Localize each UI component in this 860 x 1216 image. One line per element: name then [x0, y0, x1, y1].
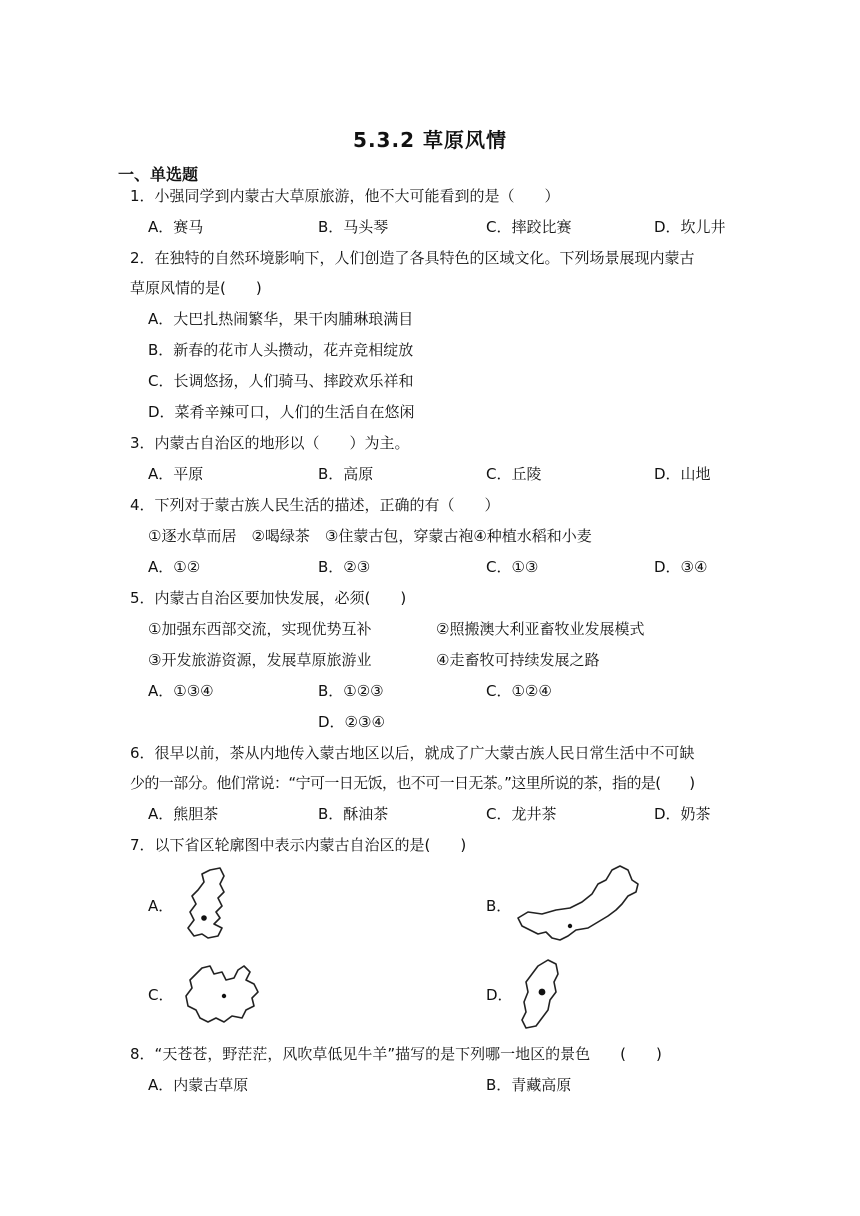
q4-option-c[interactable]: C．①③: [486, 558, 539, 576]
q4-option-b[interactable]: B．②③: [318, 558, 371, 576]
q3-option-c[interactable]: C．丘陵: [486, 465, 542, 483]
q1-option-c[interactable]: C．摔跤比赛: [486, 218, 572, 236]
q4-option-a[interactable]: A．①②: [148, 558, 201, 576]
q1-option-d[interactable]: D．坎儿井: [654, 218, 726, 236]
q6-option-b[interactable]: B．酥油茶: [318, 805, 389, 823]
q4-option-d[interactable]: D．③④: [654, 558, 708, 576]
q3-option-a[interactable]: A．平原: [148, 465, 204, 483]
q2-option-a[interactable]: A．大巴扎热闹繁华，果干肉脯琳琅满目: [148, 310, 414, 328]
q5-statement-3: ③开发旅游资源，发展草原旅游业: [148, 651, 372, 669]
q7-option-a[interactable]: A．: [148, 897, 174, 915]
shanxi-outline-icon: [514, 956, 568, 1032]
page-title: 5.3.2 草原风情: [353, 128, 507, 152]
question-2-stem-line2: 草原风情的是( ): [130, 279, 262, 297]
q1-option-a[interactable]: A．赛马: [148, 218, 204, 236]
yunnan-outline-icon: [180, 962, 264, 1026]
question-7-stem: 7．以下省区轮廓图中表示内蒙古自治区的是( ): [130, 836, 467, 854]
q5-option-b[interactable]: B．①②③: [318, 682, 384, 700]
q5-option-d[interactable]: D．②③④: [318, 713, 385, 731]
q5-statement-4: ④走畜牧可持续发展之路: [436, 651, 600, 669]
question-2-stem-line1: 2．在独特的自然环境影响下，人们创造了各具特色的区域文化。下列场景展现内蒙古: [130, 249, 695, 267]
q6-option-d[interactable]: D．奶茶: [654, 805, 711, 823]
q2-option-c[interactable]: C．长调悠扬，人们骑马、摔跤欢乐祥和: [148, 372, 414, 390]
question-3-stem: 3．内蒙古自治区的地形以（ ）为主。: [130, 434, 410, 452]
q4-statements: ①逐水草而居 ②喝绿茶 ③住蒙古包，穿蒙古袍④种植水稻和小麦: [148, 527, 592, 545]
q5-option-c[interactable]: C．①②④: [486, 682, 552, 700]
question-4-stem: 4．下列对于蒙古族人民生活的描述，正确的有（ ）: [130, 496, 500, 514]
q6-option-a[interactable]: A．熊胆茶: [148, 805, 219, 823]
q2-option-d[interactable]: D．菜肴辛辣可口，人们的生活自在悠闲: [148, 403, 415, 421]
q7-option-d[interactable]: D．: [486, 986, 513, 1004]
q2-option-b[interactable]: B．新春的花市人头攒动，花卉竞相绽放: [148, 341, 414, 359]
shaanxi-outline-icon: [180, 866, 240, 942]
q8-option-b[interactable]: B．青藏高原: [486, 1076, 572, 1094]
question-8-stem: 8．“天苍苍，野茫茫，风吹草低见牛羊”描写的是下列哪一地区的景色 ( ): [130, 1045, 662, 1063]
q1-option-b[interactable]: B．马头琴: [318, 218, 389, 236]
q5-statement-2: ②照搬澳大利亚畜牧业发展模式: [436, 620, 645, 638]
q3-option-d[interactable]: D．山地: [654, 465, 711, 483]
question-5-stem: 5．内蒙古自治区要加快发展，必须( ): [130, 589, 407, 607]
question-1-stem: 1．小强同学到内蒙古大草原旅游，他不大可能看到的是（ ）: [130, 187, 560, 205]
q7-option-b[interactable]: B．: [486, 897, 512, 915]
q6-option-c[interactable]: C．龙井茶: [486, 805, 557, 823]
q5-statement-1: ①加强东西部交流，实现优势互补: [148, 620, 372, 638]
q7-option-c[interactable]: C．: [148, 986, 174, 1004]
q3-option-b[interactable]: B．高原: [318, 465, 374, 483]
question-6-stem-line1: 6．很早以前，茶从内地传入蒙古地区以后，就成了广大蒙古族人民日常生活中不可缺: [130, 744, 695, 762]
question-6-stem-line2: 少的一部分。他们常说：“宁可一日无饭，也不可一日无茶。”这里所说的茶，指的是( ): [130, 774, 695, 792]
inner-mongolia-outline-icon: [512, 860, 644, 946]
q8-option-a[interactable]: A．内蒙古草原: [148, 1076, 249, 1094]
section-heading: 一、单选题: [118, 165, 199, 184]
q5-option-a[interactable]: A．①③④: [148, 682, 214, 700]
